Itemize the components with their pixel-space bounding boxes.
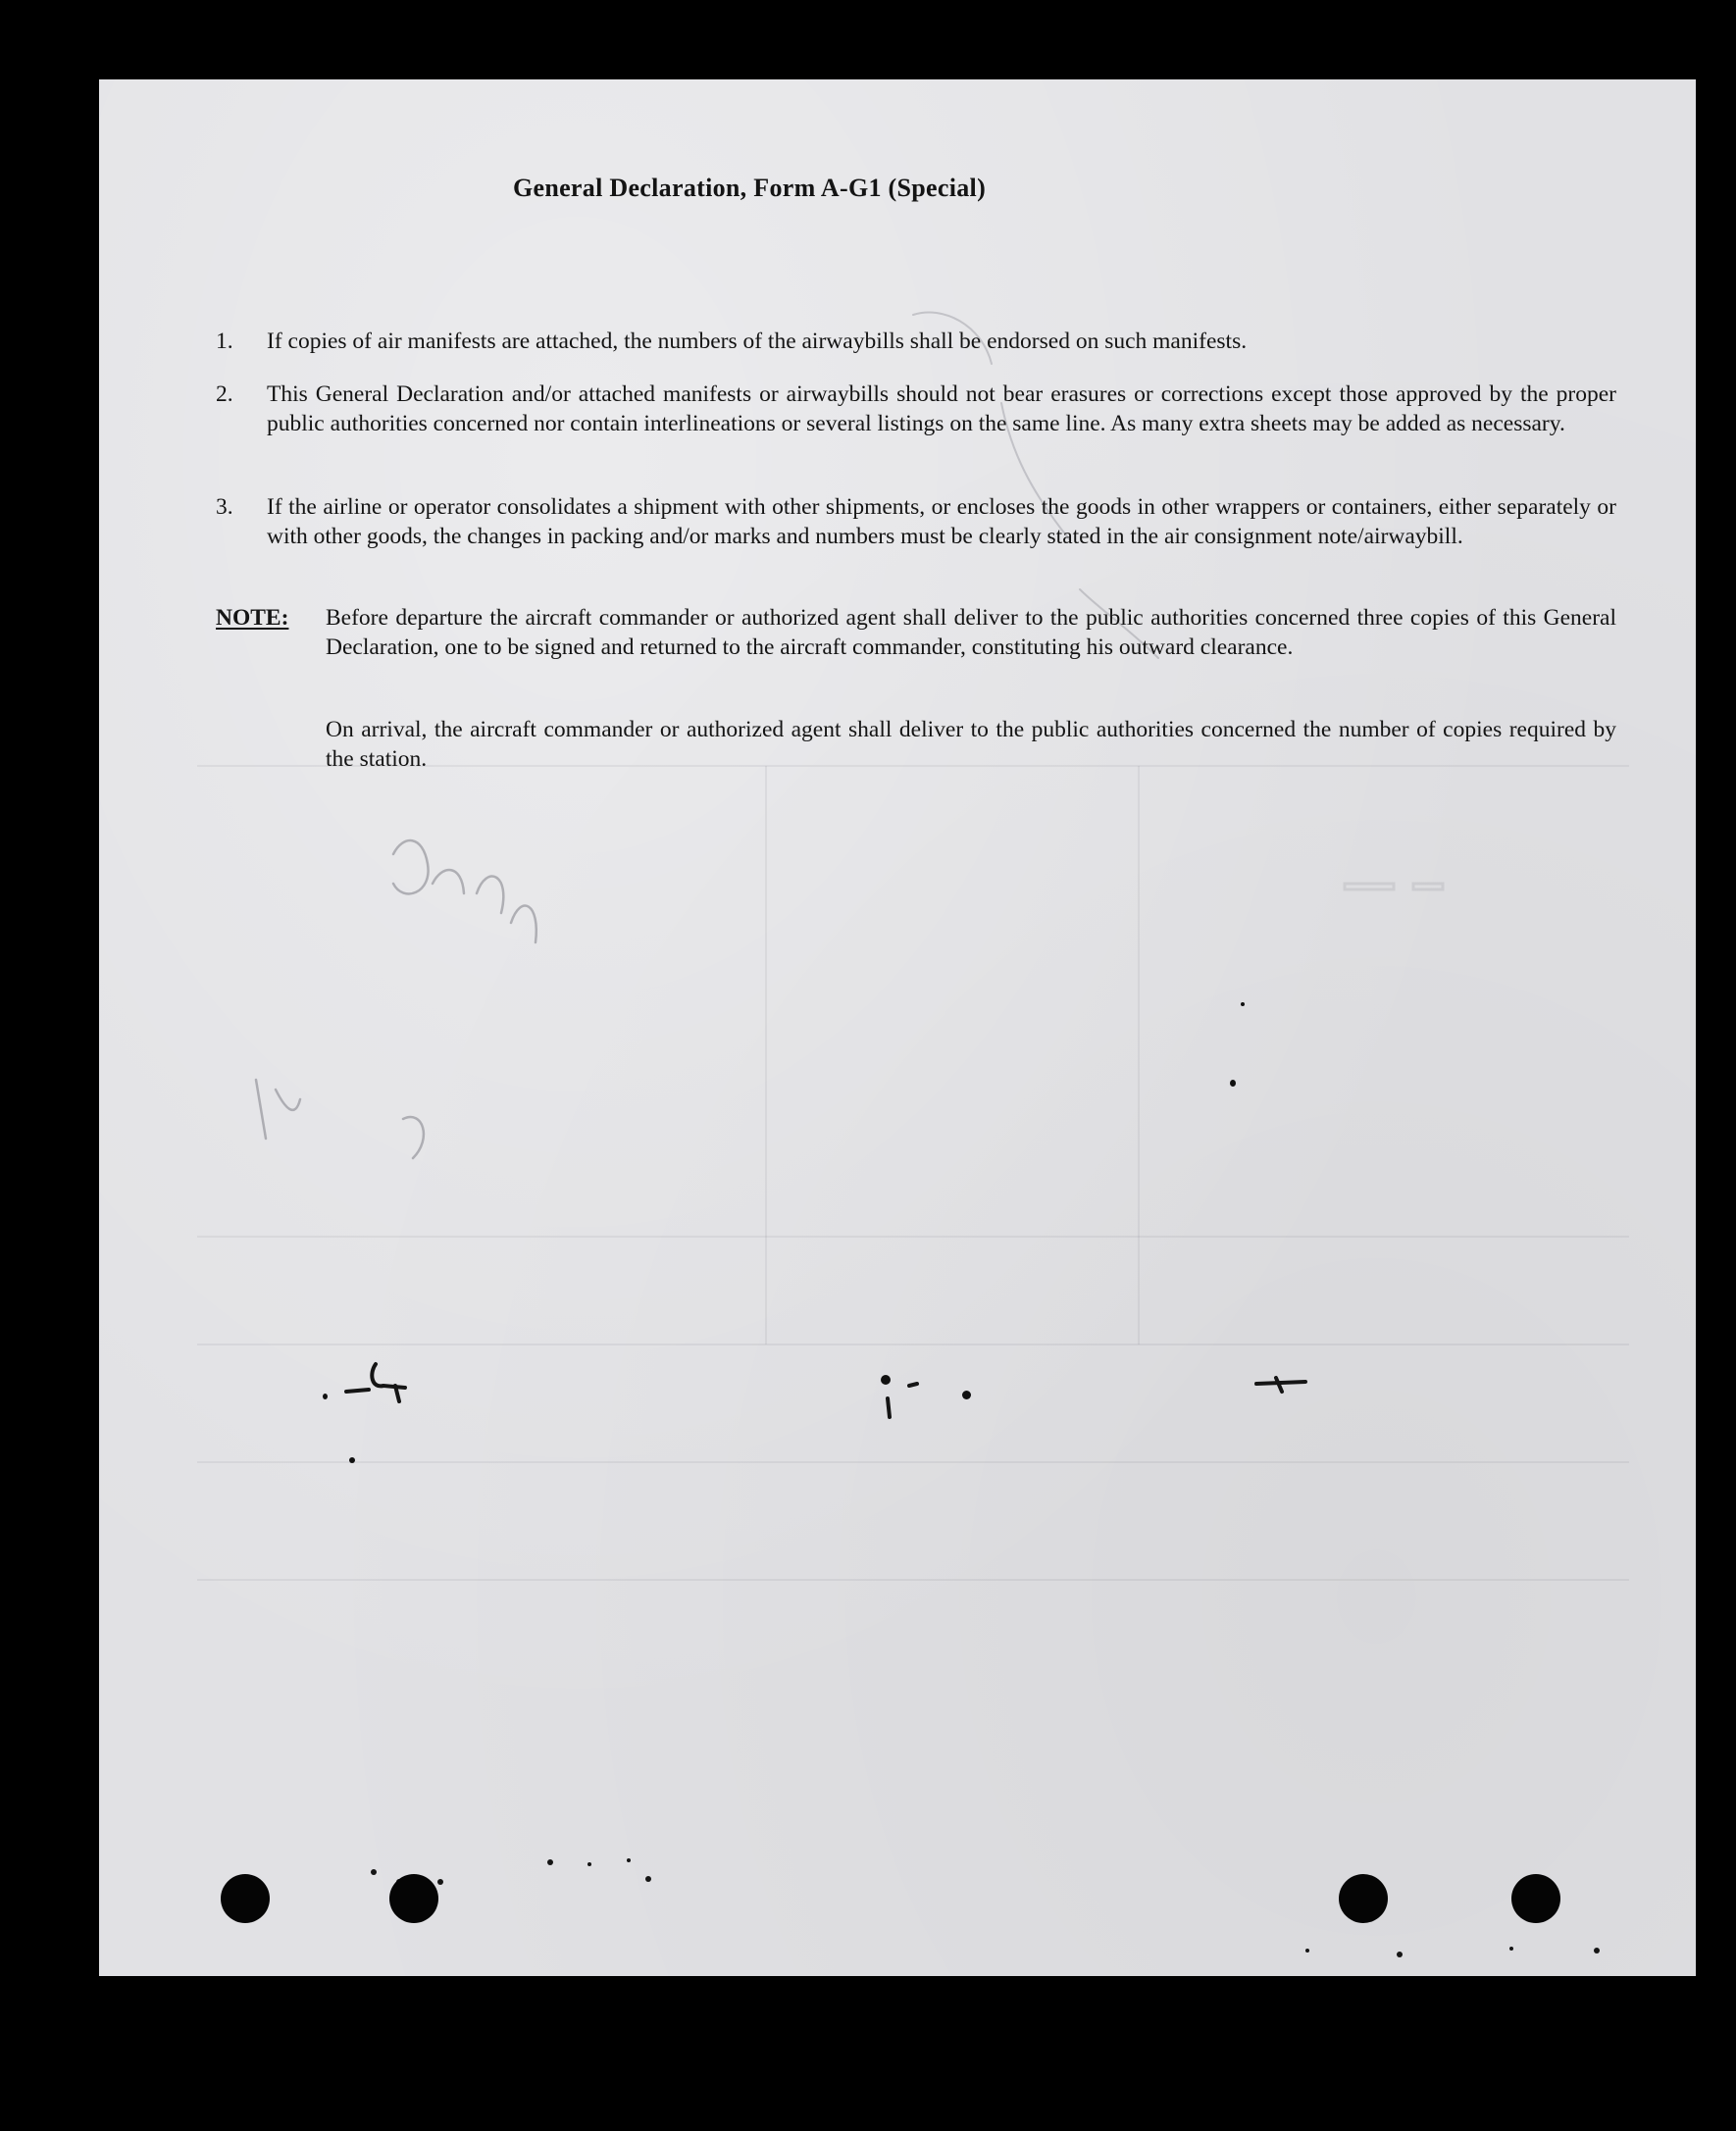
punch-hole	[221, 1874, 270, 1923]
paper-sheet	[99, 79, 1696, 1976]
item-number: 2.	[216, 381, 233, 407]
item-text: This General Declaration and/or attached manifests or airwaybills should not bear erasures or corrections except those approved by the proper public authorities concerned nor contain interlineations or several listings on the same line. As many extra sheets may be added as necessary.	[267, 381, 1616, 436]
note-paragraph-2: On arrival, the aircraft commander or authorized agent shall deliver to the public authorities concerned the number of copies required by the station.	[326, 717, 1616, 772]
item-text: If the airline or operator consolidates a shipment with other shipments, or encloses the goods in other wrappers or containers, either separately or with other goods, the changes in packing and/or marks and numbers must be clearly stated in the air consignment note/airwaybill.	[267, 494, 1616, 549]
punch-hole	[1511, 1874, 1560, 1923]
document-title: General Declaration, Form A-G1 (Special)	[512, 174, 987, 202]
punch-hole	[389, 1874, 438, 1923]
item-number: 3.	[216, 494, 233, 520]
note-paragraph-1: Before departure the aircraft commander or authorized agent shall deliver to the public authorities concerned three copies of this General Declaration, one to be signed and returned to the aircraft commander, constituting his outward clearance.	[326, 605, 1616, 660]
item-number: 1.	[216, 329, 233, 354]
punch-hole	[1339, 1874, 1388, 1923]
item-text: If copies of air manifests are attached, the numbers of the airwaybills shall be endorsed on such manifests.	[267, 329, 1248, 354]
note-label: NOTE:	[216, 605, 289, 631]
stray-ink-strokes	[99, 79, 1696, 1976]
